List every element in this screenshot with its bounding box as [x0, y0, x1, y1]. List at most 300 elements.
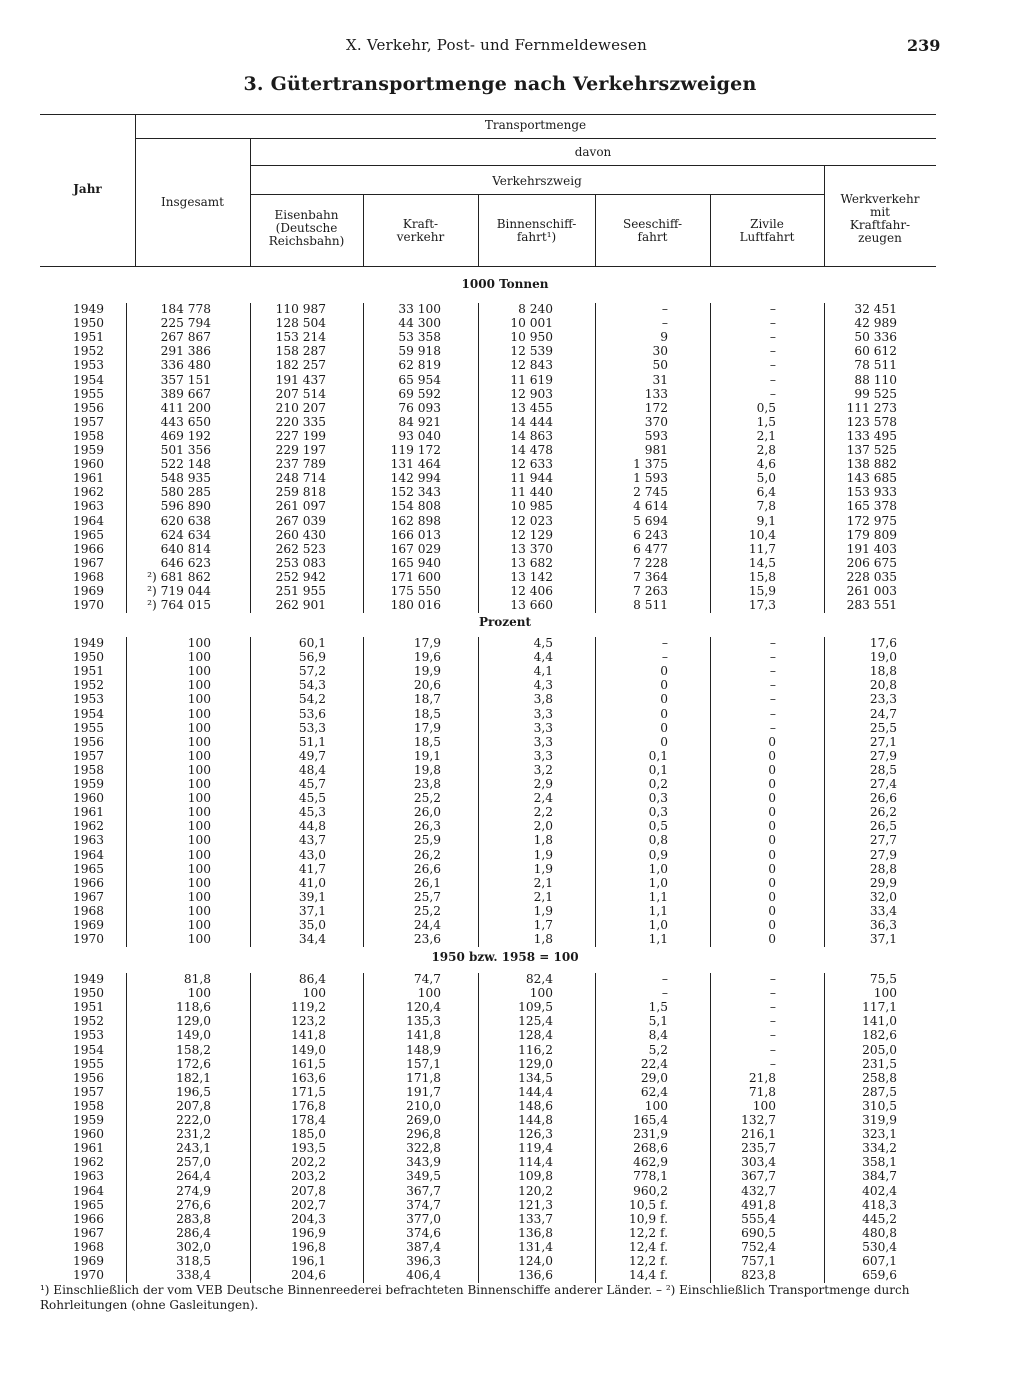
- value-cell: 981: [644, 443, 668, 457]
- value-cell: 133,7: [518, 1211, 553, 1226]
- value-cell: 7 263: [633, 584, 668, 598]
- value-cell: 100: [187, 847, 211, 862]
- value-cell: 23,3: [869, 692, 897, 707]
- section-label-prozent: Prozent: [478, 615, 532, 629]
- header-kraftverkehr-line: Kraft-: [402, 217, 439, 231]
- value-cell: 100: [529, 986, 553, 1001]
- value-cell: 14 444: [510, 414, 553, 429]
- value-cell: 84 921: [398, 414, 441, 429]
- year-cell: 1956: [72, 1070, 104, 1085]
- value-cell: 522 148: [160, 457, 211, 472]
- value-cell: 100: [187, 720, 211, 735]
- value-cell: 100: [187, 762, 211, 777]
- value-cell: 406,4: [406, 1268, 441, 1283]
- table-top-rule: [40, 114, 936, 115]
- value-cell: –: [769, 706, 776, 721]
- value-cell: 144,8: [518, 1113, 553, 1127]
- value-cell: 81,8: [183, 972, 211, 986]
- value-cell: 2,1: [533, 889, 553, 904]
- value-cell: –: [769, 330, 776, 345]
- value-cell: 24,7: [869, 706, 897, 721]
- value-cell: 264,4: [176, 1169, 211, 1184]
- year-cell: 1955: [72, 1056, 104, 1071]
- year-cell: 1955: [72, 720, 104, 735]
- value-cell: 131,4: [518, 1239, 553, 1254]
- value-cell: 138 882: [846, 457, 897, 472]
- year-cell: 1967: [72, 1225, 104, 1240]
- value-cell: 646 623: [160, 555, 211, 570]
- value-cell: 129,0: [176, 1014, 211, 1029]
- value-cell: 19,6: [413, 650, 441, 665]
- value-cell: 162 898: [390, 513, 441, 528]
- value-cell: 1,1: [648, 903, 668, 918]
- column-rule: [595, 973, 596, 1283]
- value-cell: 220 335: [275, 414, 326, 429]
- value-cell: ²) 764 015: [147, 598, 211, 613]
- value-cell: –: [661, 636, 668, 650]
- value-cell: 111 273: [846, 400, 897, 415]
- value-cell: 296,8: [406, 1127, 441, 1142]
- value-cell: 1,9: [533, 903, 553, 918]
- value-cell: 27,9: [869, 748, 897, 763]
- value-cell: 367,7: [406, 1183, 441, 1198]
- value-cell: 2,8: [756, 443, 776, 457]
- value-cell: 336 480: [160, 358, 211, 373]
- value-cell: 12 129: [510, 527, 553, 542]
- value-cell: 60 612: [854, 344, 897, 359]
- year-cell: 1949: [72, 636, 104, 650]
- value-cell: 182,6: [862, 1028, 897, 1043]
- value-cell: 100: [187, 918, 211, 932]
- year-cell: 1965: [72, 861, 104, 876]
- value-cell: 100: [187, 692, 211, 707]
- year-cell: 1963: [72, 1169, 104, 1184]
- value-cell: 252 942: [275, 569, 326, 584]
- value-cell: 3,3: [533, 706, 553, 721]
- value-cell: 261 003: [846, 584, 897, 598]
- value-cell: 76 093: [398, 400, 441, 415]
- value-cell: 384,7: [862, 1169, 897, 1184]
- value-cell: 4,4: [533, 650, 553, 665]
- value-cell: 530,4: [862, 1239, 897, 1254]
- value-cell: 50 336: [854, 330, 897, 345]
- year-cell: 1966: [72, 541, 104, 556]
- header-transportmenge: Transportmenge: [484, 118, 587, 132]
- value-cell: 17,6: [869, 636, 897, 650]
- column-rule: [710, 303, 711, 613]
- value-cell: 25,7: [413, 889, 441, 904]
- page-title: 3. Gütertransportmenge nach Verkehrszweigen: [243, 73, 757, 95]
- page-number: 239: [907, 36, 941, 55]
- value-cell: 0: [768, 805, 776, 820]
- column-rule: [363, 303, 364, 613]
- value-cell: 191 437: [275, 372, 326, 387]
- year-cell: 1969: [72, 918, 104, 932]
- year-cell: 1969: [72, 1254, 104, 1268]
- value-cell: 142 994: [390, 471, 441, 486]
- year-cell: 1950: [72, 986, 104, 1001]
- value-cell: 204,3: [291, 1211, 326, 1226]
- value-cell: 555,4: [741, 1211, 776, 1226]
- value-cell: 14 863: [510, 428, 553, 443]
- value-cell: 269,0: [406, 1113, 441, 1127]
- value-cell: 15,8: [748, 569, 776, 584]
- value-cell: 167 029: [390, 541, 441, 556]
- year-cell: 1960: [72, 791, 104, 806]
- column-rule: [250, 303, 251, 613]
- value-cell: 260 430: [275, 527, 326, 542]
- value-cell: 13 370: [510, 541, 553, 556]
- value-cell: 100: [187, 932, 211, 947]
- value-cell: 154 808: [390, 499, 441, 514]
- header-binnenschiff-line: Binnenschiff-: [496, 217, 577, 231]
- value-cell: 176,8: [291, 1098, 326, 1113]
- year-cell: 1959: [72, 443, 104, 457]
- value-cell: –: [769, 972, 776, 986]
- value-cell: 29,0: [640, 1070, 668, 1085]
- year-cell: 1956: [72, 734, 104, 749]
- year-cell: 1959: [72, 1113, 104, 1127]
- value-cell: 778,1: [633, 1169, 668, 1184]
- value-cell: 119 172: [390, 443, 441, 457]
- value-cell: 18,8: [869, 664, 897, 679]
- column-rule: [363, 973, 364, 1283]
- value-cell: 100: [417, 986, 441, 1001]
- value-cell: –: [769, 1042, 776, 1057]
- value-cell: 93 040: [398, 428, 441, 443]
- value-cell: 100: [644, 1098, 668, 1113]
- value-cell: 259 818: [275, 485, 326, 500]
- year-cell: 1965: [72, 527, 104, 542]
- value-cell: 0,8: [648, 833, 668, 848]
- value-cell: 0: [660, 720, 668, 735]
- value-cell: –: [769, 372, 776, 387]
- value-cell: 184 778: [160, 302, 211, 316]
- value-cell: 163,6: [291, 1070, 326, 1085]
- value-cell: 210 207: [275, 400, 326, 415]
- value-cell: 10,9 f.: [629, 1211, 668, 1226]
- value-cell: 100: [187, 819, 211, 834]
- value-cell: 287,5: [862, 1084, 897, 1099]
- year-cell: 1956: [72, 400, 104, 415]
- value-cell: 7 364: [633, 569, 668, 584]
- value-cell: 136,6: [518, 1268, 553, 1283]
- value-cell: 302,0: [176, 1239, 211, 1254]
- year-cell: 1963: [72, 499, 104, 514]
- value-cell: 25,9: [413, 833, 441, 848]
- value-cell: 349,5: [406, 1169, 441, 1184]
- value-cell: 0: [768, 748, 776, 763]
- value-cell: 114,4: [518, 1155, 553, 1170]
- value-cell: 4,6: [756, 457, 776, 472]
- value-cell: 267 039: [275, 513, 326, 528]
- header-jahr: Jahr: [73, 182, 102, 196]
- year-cell: 1952: [72, 678, 104, 693]
- value-cell: 291 386: [160, 344, 211, 359]
- footnotes: [40, 1283, 940, 1313]
- value-cell: 100: [873, 986, 897, 1001]
- value-cell: 100: [302, 986, 326, 1001]
- value-cell: 1,1: [648, 932, 668, 947]
- value-cell: 338,4: [176, 1268, 211, 1283]
- value-cell: 0,5: [756, 400, 776, 415]
- value-cell: 60,1: [298, 636, 326, 650]
- value-cell: 109,8: [518, 1169, 553, 1184]
- value-cell: 141,8: [291, 1028, 326, 1043]
- value-cell: 12 023: [510, 513, 553, 528]
- value-cell: 123 578: [846, 414, 897, 429]
- value-cell: 367,7: [741, 1169, 776, 1184]
- value-cell: 179 809: [846, 527, 897, 542]
- column-rule: [824, 973, 825, 1283]
- section-label-tonnen: 1000 Tonnen: [461, 277, 549, 291]
- value-cell: 37,1: [869, 932, 897, 947]
- year-cell: 1954: [72, 372, 104, 387]
- value-cell: 148,6: [518, 1098, 553, 1113]
- value-cell: 14,5: [748, 555, 776, 570]
- value-cell: 172: [644, 400, 668, 415]
- value-cell: 110 987: [275, 302, 326, 316]
- value-cell: 1,8: [533, 932, 553, 947]
- value-cell: 125,4: [518, 1014, 553, 1029]
- value-cell: 204,6: [291, 1268, 326, 1283]
- value-cell: 12,2 f.: [629, 1254, 668, 1268]
- column-rule: [710, 637, 711, 947]
- value-cell: 258,8: [862, 1070, 897, 1085]
- value-cell: 2,2: [533, 805, 553, 820]
- value-cell: 1,0: [648, 875, 668, 890]
- value-cell: 185,0: [291, 1127, 326, 1142]
- year-cell: 1970: [72, 932, 104, 947]
- value-cell: 43,0: [298, 847, 326, 862]
- header-werkverkehr: [824, 193, 936, 245]
- value-cell: 196,8: [291, 1239, 326, 1254]
- value-cell: 165 378: [846, 499, 897, 514]
- value-cell: 205,0: [862, 1042, 897, 1057]
- header-seeschiff-line: fahrt: [637, 230, 668, 244]
- value-cell: 128,4: [518, 1028, 553, 1043]
- value-cell: 32 451: [854, 302, 897, 316]
- value-cell: 207,8: [291, 1183, 326, 1198]
- value-cell: –: [769, 358, 776, 373]
- value-cell: 17,3: [748, 598, 776, 613]
- year-cell: 1970: [72, 1268, 104, 1283]
- value-cell: 253 083: [275, 555, 326, 570]
- value-cell: 30: [652, 344, 668, 359]
- value-cell: 69 592: [398, 386, 441, 401]
- value-cell: 153 933: [846, 485, 897, 500]
- value-cell: 6 477: [633, 541, 668, 556]
- value-cell: 4,5: [533, 636, 553, 650]
- value-cell: 624 634: [160, 527, 211, 542]
- value-cell: 1,1: [648, 889, 668, 904]
- value-cell: 25,2: [413, 903, 441, 918]
- column-rule: [126, 303, 127, 613]
- year-cell: 1951: [72, 664, 104, 679]
- year-cell: 1965: [72, 1197, 104, 1212]
- value-cell: 11 944: [510, 471, 553, 486]
- value-cell: 172 975: [846, 513, 897, 528]
- value-cell: 593: [644, 428, 668, 443]
- value-cell: 8,4: [648, 1028, 668, 1043]
- value-cell: 12 539: [510, 344, 553, 359]
- value-cell: 0,1: [648, 762, 668, 777]
- value-cell: 237 789: [275, 457, 326, 472]
- value-cell: 3,3: [533, 734, 553, 749]
- column-rule: [824, 637, 825, 947]
- value-cell: 51,1: [298, 734, 326, 749]
- value-cell: 1,0: [648, 918, 668, 932]
- value-cell: 100: [187, 833, 211, 848]
- column-rule: [710, 973, 711, 1283]
- year-cell: 1967: [72, 555, 104, 570]
- value-cell: 45,5: [298, 791, 326, 806]
- value-cell: 100: [187, 678, 211, 693]
- year-cell: 1949: [72, 302, 104, 316]
- section-label-index: 1950 bzw. 1958 = 100: [431, 950, 579, 964]
- value-cell: –: [769, 1056, 776, 1071]
- value-cell: 374,7: [406, 1197, 441, 1212]
- value-cell: 157,1: [406, 1056, 441, 1071]
- header-werkverkehr-line: mit: [869, 205, 891, 219]
- year-cell: 1952: [72, 344, 104, 359]
- value-cell: –: [769, 316, 776, 331]
- value-cell: 323,1: [862, 1127, 897, 1142]
- value-cell: 57,2: [298, 664, 326, 679]
- value-cell: 25,2: [413, 791, 441, 806]
- value-cell: 620 638: [160, 513, 211, 528]
- value-cell: 222,0: [176, 1113, 211, 1127]
- value-cell: 7,8: [756, 499, 776, 514]
- value-cell: 374,6: [406, 1225, 441, 1240]
- column-rule: [250, 973, 251, 1283]
- value-cell: 27,7: [869, 833, 897, 848]
- value-cell: 12 406: [510, 584, 553, 598]
- value-cell: 86,4: [298, 972, 326, 986]
- value-cell: 0: [768, 847, 776, 862]
- value-cell: 357 151: [160, 372, 211, 387]
- column-rule: [478, 973, 479, 1283]
- value-cell: 37,1: [298, 903, 326, 918]
- value-cell: 12,2 f.: [629, 1225, 668, 1240]
- value-cell: 10,5 f.: [629, 1197, 668, 1212]
- value-cell: –: [661, 316, 668, 331]
- value-cell: 100: [187, 777, 211, 791]
- year-cell: 1951: [72, 330, 104, 345]
- value-cell: 71,8: [748, 1084, 776, 1099]
- value-cell: 171,5: [291, 1084, 326, 1099]
- value-cell: 207,8: [176, 1098, 211, 1113]
- value-cell: 276,6: [176, 1197, 211, 1212]
- value-cell: 53 358: [398, 330, 441, 345]
- value-cell: 10,4: [748, 527, 776, 542]
- value-cell: 74,7: [413, 972, 441, 986]
- value-cell: –: [769, 636, 776, 650]
- value-cell: 131 464: [390, 457, 441, 472]
- value-cell: 100: [752, 1098, 776, 1113]
- value-cell: 1 375: [633, 457, 668, 472]
- value-cell: 0: [768, 861, 776, 876]
- value-cell: 6,4: [756, 485, 776, 500]
- value-cell: 0: [660, 734, 668, 749]
- value-cell: 26,5: [869, 819, 897, 834]
- header-verkehrszweig: Verkehrszweig: [492, 174, 582, 188]
- year-cell: 1962: [72, 1155, 104, 1170]
- value-cell: 0,9: [648, 847, 668, 862]
- value-cell: 0: [768, 833, 776, 848]
- value-cell: 28,5: [869, 762, 897, 777]
- value-cell: 1,9: [533, 847, 553, 862]
- value-cell: 165 940: [390, 555, 441, 570]
- value-cell: 206 675: [846, 555, 897, 570]
- value-cell: 0: [768, 875, 776, 890]
- value-cell: 10 001: [510, 316, 553, 331]
- value-cell: 2 745: [633, 485, 668, 500]
- value-cell: 28,8: [869, 861, 897, 876]
- value-cell: 136,8: [518, 1225, 553, 1240]
- year-cell: 1957: [72, 414, 104, 429]
- value-cell: 389 667: [160, 386, 211, 401]
- year-cell: 1961: [72, 805, 104, 820]
- value-cell: 445,2: [862, 1211, 897, 1226]
- value-cell: 48,4: [298, 762, 326, 777]
- value-cell: 11,7: [748, 541, 776, 556]
- header-luftfahrt-line: Luftfahrt: [739, 230, 795, 244]
- value-cell: 1 593: [633, 471, 668, 486]
- value-cell: 196,5: [176, 1084, 211, 1099]
- value-cell: 248 714: [275, 471, 326, 486]
- value-cell: 10 985: [510, 499, 553, 514]
- value-cell: 19,1: [413, 748, 441, 763]
- value-cell: 228 035: [846, 569, 897, 584]
- value-cell: 216,1: [741, 1127, 776, 1142]
- value-cell: 501 356: [160, 443, 211, 457]
- year-cell: 1968: [72, 569, 104, 584]
- value-cell: 2,1: [533, 875, 553, 890]
- value-cell: 286,4: [176, 1225, 211, 1240]
- value-cell: 12 843: [510, 358, 553, 373]
- year-cell: 1958: [72, 428, 104, 443]
- value-cell: 31: [652, 372, 668, 387]
- value-cell: 0: [768, 932, 776, 947]
- value-cell: 3,2: [533, 762, 553, 777]
- year-cell: 1954: [72, 706, 104, 721]
- value-cell: 231,2: [176, 1127, 211, 1142]
- value-cell: 14,4 f.: [629, 1268, 668, 1283]
- value-cell: 1,8: [533, 833, 553, 848]
- value-cell: 231,9: [633, 1127, 668, 1142]
- year-cell: 1954: [72, 1042, 104, 1057]
- value-cell: 1,7: [533, 918, 553, 932]
- value-cell: 100: [187, 706, 211, 721]
- value-cell: 0,3: [648, 805, 668, 820]
- value-cell: –: [661, 302, 668, 316]
- value-cell: –: [769, 1014, 776, 1029]
- value-cell: 319,9: [862, 1113, 897, 1127]
- value-cell: –: [661, 986, 668, 1001]
- value-cell: 268,6: [633, 1141, 668, 1156]
- year-cell: 1960: [72, 1127, 104, 1142]
- column-rule: [824, 303, 825, 613]
- section-heading: X. Verkehr, Post- und Fernmeldewesen: [346, 36, 647, 54]
- value-cell: 17,9: [413, 720, 441, 735]
- value-cell: 182 257: [275, 358, 326, 373]
- year-cell: 1961: [72, 1141, 104, 1156]
- value-cell: 432,7: [741, 1183, 776, 1198]
- value-cell: 387,4: [406, 1239, 441, 1254]
- value-cell: 54,2: [298, 692, 326, 707]
- value-cell: 35,0: [298, 918, 326, 932]
